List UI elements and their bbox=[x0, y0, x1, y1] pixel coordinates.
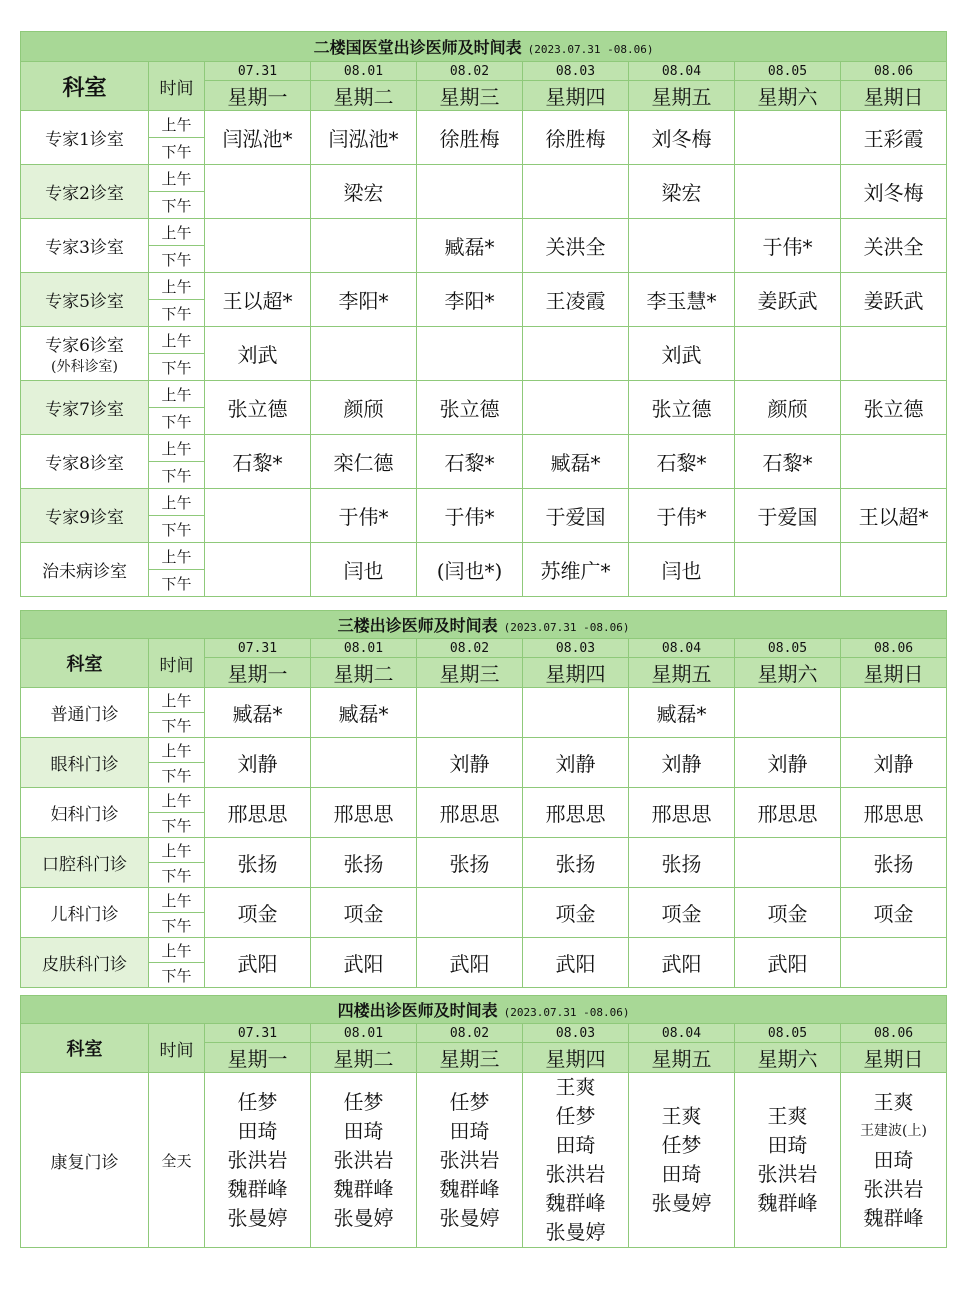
floor2-doctor-cell: 颜颀 bbox=[735, 381, 841, 435]
floor2-period-am: 上午 bbox=[149, 219, 205, 246]
floor4-doctor: 魏群峰 bbox=[545, 1191, 606, 1215]
floor2-period-am: 上午 bbox=[149, 111, 205, 138]
floor2-doctor-cell: 关洪全 bbox=[841, 219, 947, 273]
floor2-dept bbox=[21, 273, 149, 327]
floor4-doctor: 张曼婷 bbox=[545, 1220, 606, 1244]
floor2-date: 08.02 bbox=[417, 62, 523, 81]
floor2-dept-label: 专家1诊室 bbox=[45, 130, 124, 150]
floor2-weekday: 星期五 bbox=[629, 81, 735, 111]
floor4-doctor: 王建波(上) bbox=[860, 1122, 927, 1139]
floor2-dept bbox=[21, 165, 149, 219]
floor4-doctor: 张洪岩 bbox=[545, 1162, 606, 1186]
floor3-dept-label: 眼科门诊 bbox=[50, 755, 119, 775]
floor2-doctor-cell: 于爱国 bbox=[523, 489, 629, 543]
floor4-doctor: 王爽 bbox=[873, 1089, 914, 1114]
floor3-period-pm: 下午 bbox=[149, 713, 205, 738]
floor2-dept-sub: (外科诊室) bbox=[51, 359, 118, 375]
floor4-range: (2023.07.31 -08.06) bbox=[503, 1006, 630, 1019]
floor3-dept-label: 妇科门诊 bbox=[50, 805, 119, 825]
floor3-doctor-cell: 张扬 bbox=[205, 838, 311, 888]
floor4-weekday: 星期日 bbox=[841, 1043, 947, 1073]
floor2-row bbox=[21, 327, 947, 354]
floor3-dept-label: 普通门诊 bbox=[50, 705, 119, 725]
floor3-row bbox=[21, 788, 947, 813]
floor2-doctor-cell: 闫泓池* bbox=[205, 111, 311, 165]
floor3-doctor-cell: 臧磊* bbox=[205, 688, 311, 738]
floor2-dept bbox=[21, 381, 149, 435]
floor3-row bbox=[21, 888, 947, 913]
floor2-doctor-cell: 于伟* bbox=[311, 489, 417, 543]
floor2-doctor-cell: 王彩霞 bbox=[841, 111, 947, 165]
floor3-period-pm: 下午 bbox=[149, 863, 205, 888]
floor3-doctor-cell: 邢思思 bbox=[523, 788, 629, 838]
floor4-date: 08.02 bbox=[417, 1024, 523, 1043]
floor3-doctor-cell bbox=[417, 688, 523, 738]
floor3-doctor-cell: 臧磊* bbox=[629, 688, 735, 738]
floor3-dept bbox=[21, 688, 149, 738]
floor2-doctor-cell bbox=[523, 165, 629, 219]
floor3-doctor-cell bbox=[735, 838, 841, 888]
floor4-doctor: 张曼婷 bbox=[439, 1205, 500, 1230]
floor4-day-cell bbox=[417, 1073, 523, 1248]
floor2-period-pm: 下午 bbox=[149, 516, 205, 543]
floor2-dept bbox=[21, 111, 149, 165]
floor2-dept-header: 科室 bbox=[21, 62, 149, 111]
floor3-dept bbox=[21, 738, 149, 788]
floor3-doctor-cell: 项金 bbox=[629, 888, 735, 938]
floor3-doctor-cell: 武阳 bbox=[735, 938, 841, 988]
floor3-period-am: 上午 bbox=[149, 738, 205, 763]
floor3-period-am: 上午 bbox=[149, 888, 205, 913]
floor3-range: (2023.07.31 -08.06) bbox=[503, 621, 630, 634]
floor3-doctor-cell: 张扬 bbox=[417, 838, 523, 888]
floor2-doctor-cell: 徐胜梅 bbox=[523, 111, 629, 165]
floor4-doctor: 王爽 bbox=[767, 1104, 808, 1128]
floor2-title: 二楼国医堂出诊医师及时间表 bbox=[313, 38, 522, 57]
floor4-time-header: 时间 bbox=[149, 1024, 205, 1073]
floor3-doctor-cell bbox=[417, 888, 523, 938]
floor4-doctor: 张洪岩 bbox=[757, 1162, 818, 1186]
floor4-day-cell bbox=[841, 1073, 947, 1248]
floor2-row bbox=[21, 489, 947, 516]
floor3-doctor-cell: 张扬 bbox=[629, 838, 735, 888]
floor2-doctor-cell: 刘武 bbox=[205, 327, 311, 381]
floor3-doctor-cell: 刘静 bbox=[205, 738, 311, 788]
floor2-doctor-cell: 李阳* bbox=[311, 273, 417, 327]
floor2-dept bbox=[21, 219, 149, 273]
floor4-date: 08.05 bbox=[735, 1024, 841, 1043]
floor3-date: 08.01 bbox=[311, 639, 417, 658]
floor2-doctor-cell bbox=[735, 543, 841, 597]
floor4-doctor: 任梦 bbox=[449, 1089, 490, 1114]
floor3-doctor-cell: 邢思思 bbox=[417, 788, 523, 838]
floor4-doctor: 张曼婷 bbox=[333, 1205, 394, 1230]
floor3-doctor-cell: 项金 bbox=[205, 888, 311, 938]
floor2-doctor-cell: 刘武 bbox=[629, 327, 735, 381]
floor2-range: (2023.07.31 -08.06) bbox=[527, 43, 654, 56]
floor4-weekday: 星期一 bbox=[205, 1043, 311, 1073]
floor4-doctor: 田琦 bbox=[873, 1147, 914, 1172]
floor2-doctor-cell bbox=[735, 111, 841, 165]
floor3-dept-label: 皮肤科门诊 bbox=[42, 955, 127, 975]
floor3-doctor-cell: 项金 bbox=[523, 888, 629, 938]
floor3-doctor-cell: 张扬 bbox=[841, 838, 947, 888]
floor3-doctor-cell: 武阳 bbox=[629, 938, 735, 988]
floor2-doctor-cell: 姜跃武 bbox=[735, 273, 841, 327]
floor3-doctor-cell: 武阳 bbox=[417, 938, 523, 988]
floor2-doctor-cell: 石黎* bbox=[629, 435, 735, 489]
floor2-doctor-cell bbox=[841, 543, 947, 597]
floor2-time-header: 时间 bbox=[149, 62, 205, 111]
floor4-time: 全天 bbox=[149, 1073, 205, 1248]
floor4-weekday: 星期二 bbox=[311, 1043, 417, 1073]
floor2-doctor-cell: 石黎* bbox=[205, 435, 311, 489]
floor2-doctor-cell: 王凌霞 bbox=[523, 273, 629, 327]
floor2-doctor-cell bbox=[417, 327, 523, 381]
floor3-weekday: 星期五 bbox=[629, 658, 735, 688]
floor2-doctor-cell: 闫泓池* bbox=[311, 111, 417, 165]
floor2-weekday: 星期一 bbox=[205, 81, 311, 111]
floor3-weekday: 星期日 bbox=[841, 658, 947, 688]
floor4-doctor: 魏群峰 bbox=[757, 1191, 818, 1215]
floor4-date: 08.03 bbox=[523, 1024, 629, 1043]
floor2-period-am: 上午 bbox=[149, 273, 205, 300]
floor2-doctor-cell: (闫也*) bbox=[417, 543, 523, 597]
floor3-row bbox=[21, 938, 947, 963]
floor2-period-pm: 下午 bbox=[149, 192, 205, 219]
floor2-doctor-cell bbox=[205, 219, 311, 273]
floor2-doctor-cell: 王以超* bbox=[841, 489, 947, 543]
floor2-doctor-cell: 姜跃武 bbox=[841, 273, 947, 327]
floor3-date: 08.02 bbox=[417, 639, 523, 658]
floor3-doctor-cell: 武阳 bbox=[205, 938, 311, 988]
floor4-doctor: 王爽 bbox=[661, 1104, 702, 1128]
floor3-doctor-cell: 刘静 bbox=[735, 738, 841, 788]
floor2-weekday: 星期四 bbox=[523, 81, 629, 111]
floor4-doctor: 张曼婷 bbox=[651, 1191, 712, 1215]
floor3-row bbox=[21, 688, 947, 713]
floor3-doctor-cell bbox=[735, 688, 841, 738]
floor3-doctor-cell: 张扬 bbox=[523, 838, 629, 888]
floor4-title-cell bbox=[21, 996, 947, 1024]
floor4-doctor: 田琦 bbox=[555, 1133, 596, 1157]
floor2-row bbox=[21, 381, 947, 408]
floor3-doctor-cell bbox=[841, 688, 947, 738]
floor4-title: 四楼出诊医师及时间表 bbox=[337, 1001, 498, 1020]
floor4-day-cell bbox=[205, 1073, 311, 1248]
floor4-schedule bbox=[20, 995, 947, 1248]
floor4-date: 08.06 bbox=[841, 1024, 947, 1043]
floor3-date: 08.05 bbox=[735, 639, 841, 658]
floor3-dept bbox=[21, 938, 149, 988]
floor2-period-am: 上午 bbox=[149, 489, 205, 516]
floor4-doctor: 张洪岩 bbox=[863, 1176, 924, 1201]
floor2-period-am: 上午 bbox=[149, 327, 205, 354]
floor3-doctor-cell: 邢思思 bbox=[205, 788, 311, 838]
floor4-day-cell bbox=[735, 1073, 841, 1248]
floor2-doctor-cell bbox=[205, 543, 311, 597]
floor3-period-pm: 下午 bbox=[149, 963, 205, 988]
floor2-period-am: 上午 bbox=[149, 543, 205, 570]
floor3-dept bbox=[21, 888, 149, 938]
floor3-doctor-cell: 武阳 bbox=[311, 938, 417, 988]
floor2-doctor-cell: 张立德 bbox=[417, 381, 523, 435]
floor2-doctor-cell: 石黎* bbox=[735, 435, 841, 489]
floor3-period-am: 上午 bbox=[149, 688, 205, 713]
floor2-doctor-cell bbox=[735, 327, 841, 381]
floor4-doctor: 张洪岩 bbox=[227, 1147, 288, 1172]
floor2-period-pm: 下午 bbox=[149, 246, 205, 273]
floor3-doctor-cell: 臧磊* bbox=[311, 688, 417, 738]
floor2-period-am: 上午 bbox=[149, 435, 205, 462]
floor2-doctor-cell: 于爱国 bbox=[735, 489, 841, 543]
floor4-weekday: 星期五 bbox=[629, 1043, 735, 1073]
floor3-period-pm: 下午 bbox=[149, 813, 205, 838]
floor4-doctor: 任梦 bbox=[237, 1089, 278, 1114]
floor4-day-cell bbox=[629, 1073, 735, 1248]
floor2-doctor-cell: 于伟* bbox=[735, 219, 841, 273]
floor4-doctor: 魏群峰 bbox=[227, 1176, 288, 1201]
floor3-weekday: 星期三 bbox=[417, 658, 523, 688]
floor4-doctor: 张曼婷 bbox=[227, 1205, 288, 1230]
floor3-dept-header: 科室 bbox=[21, 639, 149, 688]
floor3-doctor-cell: 邢思思 bbox=[841, 788, 947, 838]
floor3-doctor-cell: 刘静 bbox=[629, 738, 735, 788]
floor3-period-am: 上午 bbox=[149, 788, 205, 813]
floor4-doctor: 任梦 bbox=[555, 1104, 596, 1128]
floor3-date: 08.03 bbox=[523, 639, 629, 658]
floor2-period-pm: 下午 bbox=[149, 300, 205, 327]
floor4-doctor: 任梦 bbox=[661, 1133, 702, 1157]
floor2-doctor-cell bbox=[205, 489, 311, 543]
floor3-doctor-cell bbox=[311, 738, 417, 788]
floor3-doctor-cell bbox=[523, 688, 629, 738]
floor4-doctor: 王爽 bbox=[555, 1075, 596, 1099]
floor4-dept: 康复门诊 bbox=[21, 1073, 149, 1248]
floor2-weekday: 星期三 bbox=[417, 81, 523, 111]
floor2-doctor-cell: 栾仁德 bbox=[311, 435, 417, 489]
floor2-doctor-cell: 李玉慧* bbox=[629, 273, 735, 327]
floor3-doctor-cell: 项金 bbox=[841, 888, 947, 938]
floor3-doctor-cell: 武阳 bbox=[523, 938, 629, 988]
floor3-title-cell bbox=[21, 611, 947, 639]
floor2-schedule bbox=[20, 31, 947, 597]
floor2-doctor-cell bbox=[311, 219, 417, 273]
floor2-weekday: 星期日 bbox=[841, 81, 947, 111]
floor2-period-am: 上午 bbox=[149, 381, 205, 408]
floor2-doctor-cell: 臧磊* bbox=[523, 435, 629, 489]
floor4-weekday: 星期四 bbox=[523, 1043, 629, 1073]
floor4-doctor: 魏群峰 bbox=[439, 1176, 500, 1201]
floor4-doctor: 魏群峰 bbox=[863, 1205, 924, 1230]
floor2-doctor-cell bbox=[205, 165, 311, 219]
floor2-row bbox=[21, 273, 947, 300]
floor3-schedule bbox=[20, 610, 947, 988]
floor2-dept-label: 专家7诊室 bbox=[45, 400, 124, 420]
floor2-doctor-cell: 于伟* bbox=[629, 489, 735, 543]
floor2-period-pm: 下午 bbox=[149, 462, 205, 489]
floor4-day-cell bbox=[311, 1073, 417, 1248]
floor2-doctor-cell: 闫也 bbox=[629, 543, 735, 597]
floor2-doctor-cell: 李阳* bbox=[417, 273, 523, 327]
floor2-doctor-cell: 张立德 bbox=[205, 381, 311, 435]
floor2-dept bbox=[21, 435, 149, 489]
floor2-date: 08.01 bbox=[311, 62, 417, 81]
floor3-title: 三楼出诊医师及时间表 bbox=[337, 616, 498, 635]
floor2-dept bbox=[21, 543, 149, 597]
floor3-doctor-cell: 项金 bbox=[311, 888, 417, 938]
floor2-doctor-cell: 徐胜梅 bbox=[417, 111, 523, 165]
floor2-row bbox=[21, 111, 947, 138]
floor2-row bbox=[21, 435, 947, 462]
floor3-weekday: 星期六 bbox=[735, 658, 841, 688]
floor2-doctor-cell: 臧磊* bbox=[417, 219, 523, 273]
floor2-doctor-cell: 关洪全 bbox=[523, 219, 629, 273]
floor2-doctor-cell bbox=[629, 219, 735, 273]
floor2-period-am: 上午 bbox=[149, 165, 205, 192]
floor4-date: 08.01 bbox=[311, 1024, 417, 1043]
floor3-doctor-cell: 邢思思 bbox=[311, 788, 417, 838]
floor3-doctor-cell: 刘静 bbox=[417, 738, 523, 788]
floor3-doctor-cell: 项金 bbox=[735, 888, 841, 938]
floor2-dept-label: 治未病诊室 bbox=[42, 562, 127, 582]
floor3-date: 08.04 bbox=[629, 639, 735, 658]
floor3-doctor-cell: 刘静 bbox=[523, 738, 629, 788]
floor2-doctor-cell: 石黎* bbox=[417, 435, 523, 489]
floor2-date: 08.05 bbox=[735, 62, 841, 81]
floor4-doctor: 田琦 bbox=[449, 1118, 490, 1143]
floor3-weekday: 星期四 bbox=[523, 658, 629, 688]
floor2-doctor-cell bbox=[417, 165, 523, 219]
floor2-doctor-cell: 于伟* bbox=[417, 489, 523, 543]
floor2-dept-label: 专家6诊室 bbox=[45, 336, 124, 356]
floor4-weekday: 星期三 bbox=[417, 1043, 523, 1073]
floor2-date: 07.31 bbox=[205, 62, 311, 81]
floor2-period-pm: 下午 bbox=[149, 138, 205, 165]
floor4-date: 08.04 bbox=[629, 1024, 735, 1043]
floor2-doctor-cell: 梁宏 bbox=[311, 165, 417, 219]
floor3-row bbox=[21, 738, 947, 763]
floor4-day-cell bbox=[523, 1073, 629, 1248]
floor3-dept-label: 口腔科门诊 bbox=[42, 855, 127, 875]
floor2-weekday: 星期二 bbox=[311, 81, 417, 111]
floor2-title-cell bbox=[21, 32, 947, 62]
floor2-doctor-cell: 颜颀 bbox=[311, 381, 417, 435]
floor2-dept-label: 专家9诊室 bbox=[45, 508, 124, 528]
floor2-doctor-cell bbox=[841, 435, 947, 489]
floor4-doctor: 田琦 bbox=[343, 1118, 384, 1143]
floor3-date: 07.31 bbox=[205, 639, 311, 658]
floor4-date: 07.31 bbox=[205, 1024, 311, 1043]
floor3-dept-label: 儿科门诊 bbox=[50, 905, 119, 925]
floor3-row bbox=[21, 838, 947, 863]
floor2-doctor-cell: 张立德 bbox=[841, 381, 947, 435]
floor3-date: 08.06 bbox=[841, 639, 947, 658]
floor2-row bbox=[21, 219, 947, 246]
floor2-period-pm: 下午 bbox=[149, 408, 205, 435]
floor3-period-pm: 下午 bbox=[149, 913, 205, 938]
floor2-doctor-cell: 闫也 bbox=[311, 543, 417, 597]
floor2-dept bbox=[21, 327, 149, 381]
floor2-doctor-cell bbox=[523, 327, 629, 381]
floor3-doctor-cell: 邢思思 bbox=[629, 788, 735, 838]
floor4-doctor: 田琦 bbox=[767, 1133, 808, 1157]
floor3-doctor-cell bbox=[841, 938, 947, 988]
floor2-doctor-cell bbox=[841, 327, 947, 381]
floor2-date: 08.04 bbox=[629, 62, 735, 81]
floor4-doctor: 田琦 bbox=[237, 1118, 278, 1143]
floor4-doctor: 任梦 bbox=[343, 1089, 384, 1114]
floor3-dept bbox=[21, 838, 149, 888]
floor2-doctor-cell: 梁宏 bbox=[629, 165, 735, 219]
floor3-period-am: 上午 bbox=[149, 838, 205, 863]
floor2-doctor-cell bbox=[735, 165, 841, 219]
floor2-doctor-cell: 王以超* bbox=[205, 273, 311, 327]
floor3-period-am: 上午 bbox=[149, 938, 205, 963]
floor2-dept bbox=[21, 489, 149, 543]
floor3-time-header: 时间 bbox=[149, 639, 205, 688]
floor4-doctor: 张洪岩 bbox=[333, 1147, 394, 1172]
floor2-weekday: 星期六 bbox=[735, 81, 841, 111]
floor2-doctor-cell: 苏维广* bbox=[523, 543, 629, 597]
floor3-period-pm: 下午 bbox=[149, 763, 205, 788]
floor2-dept-label: 专家2诊室 bbox=[45, 184, 124, 204]
floor2-row bbox=[21, 543, 947, 570]
floor3-body bbox=[21, 688, 947, 988]
floor3-dept bbox=[21, 788, 149, 838]
floor4-row bbox=[21, 1073, 947, 1248]
floor2-date: 08.03 bbox=[523, 62, 629, 81]
floor2-doctor-cell: 刘冬梅 bbox=[841, 165, 947, 219]
floor4-doctor: 魏群峰 bbox=[333, 1176, 394, 1201]
floor2-period-pm: 下午 bbox=[149, 570, 205, 597]
floor3-doctor-cell: 邢思思 bbox=[735, 788, 841, 838]
floor2-body bbox=[21, 111, 947, 597]
floor4-weekday: 星期六 bbox=[735, 1043, 841, 1073]
floor3-weekday: 星期二 bbox=[311, 658, 417, 688]
floor2-dept-label: 专家3诊室 bbox=[45, 238, 124, 258]
floor4-doctor: 田琦 bbox=[661, 1162, 702, 1186]
floor3-doctor-cell: 张扬 bbox=[311, 838, 417, 888]
floor3-weekday: 星期一 bbox=[205, 658, 311, 688]
floor4-doctor: 张洪岩 bbox=[439, 1147, 500, 1172]
floor2-row bbox=[21, 165, 947, 192]
floor3-doctor-cell: 刘静 bbox=[841, 738, 947, 788]
floor2-doctor-cell: 刘冬梅 bbox=[629, 111, 735, 165]
floor2-dept-label: 专家5诊室 bbox=[45, 292, 124, 312]
floor2-doctor-cell bbox=[311, 327, 417, 381]
floor2-date: 08.06 bbox=[841, 62, 947, 81]
floor2-doctor-cell: 张立德 bbox=[629, 381, 735, 435]
floor2-doctor-cell bbox=[523, 381, 629, 435]
floor2-period-pm: 下午 bbox=[149, 354, 205, 381]
floor2-dept-label: 专家8诊室 bbox=[45, 454, 124, 474]
floor4-dept-header: 科室 bbox=[21, 1024, 149, 1073]
